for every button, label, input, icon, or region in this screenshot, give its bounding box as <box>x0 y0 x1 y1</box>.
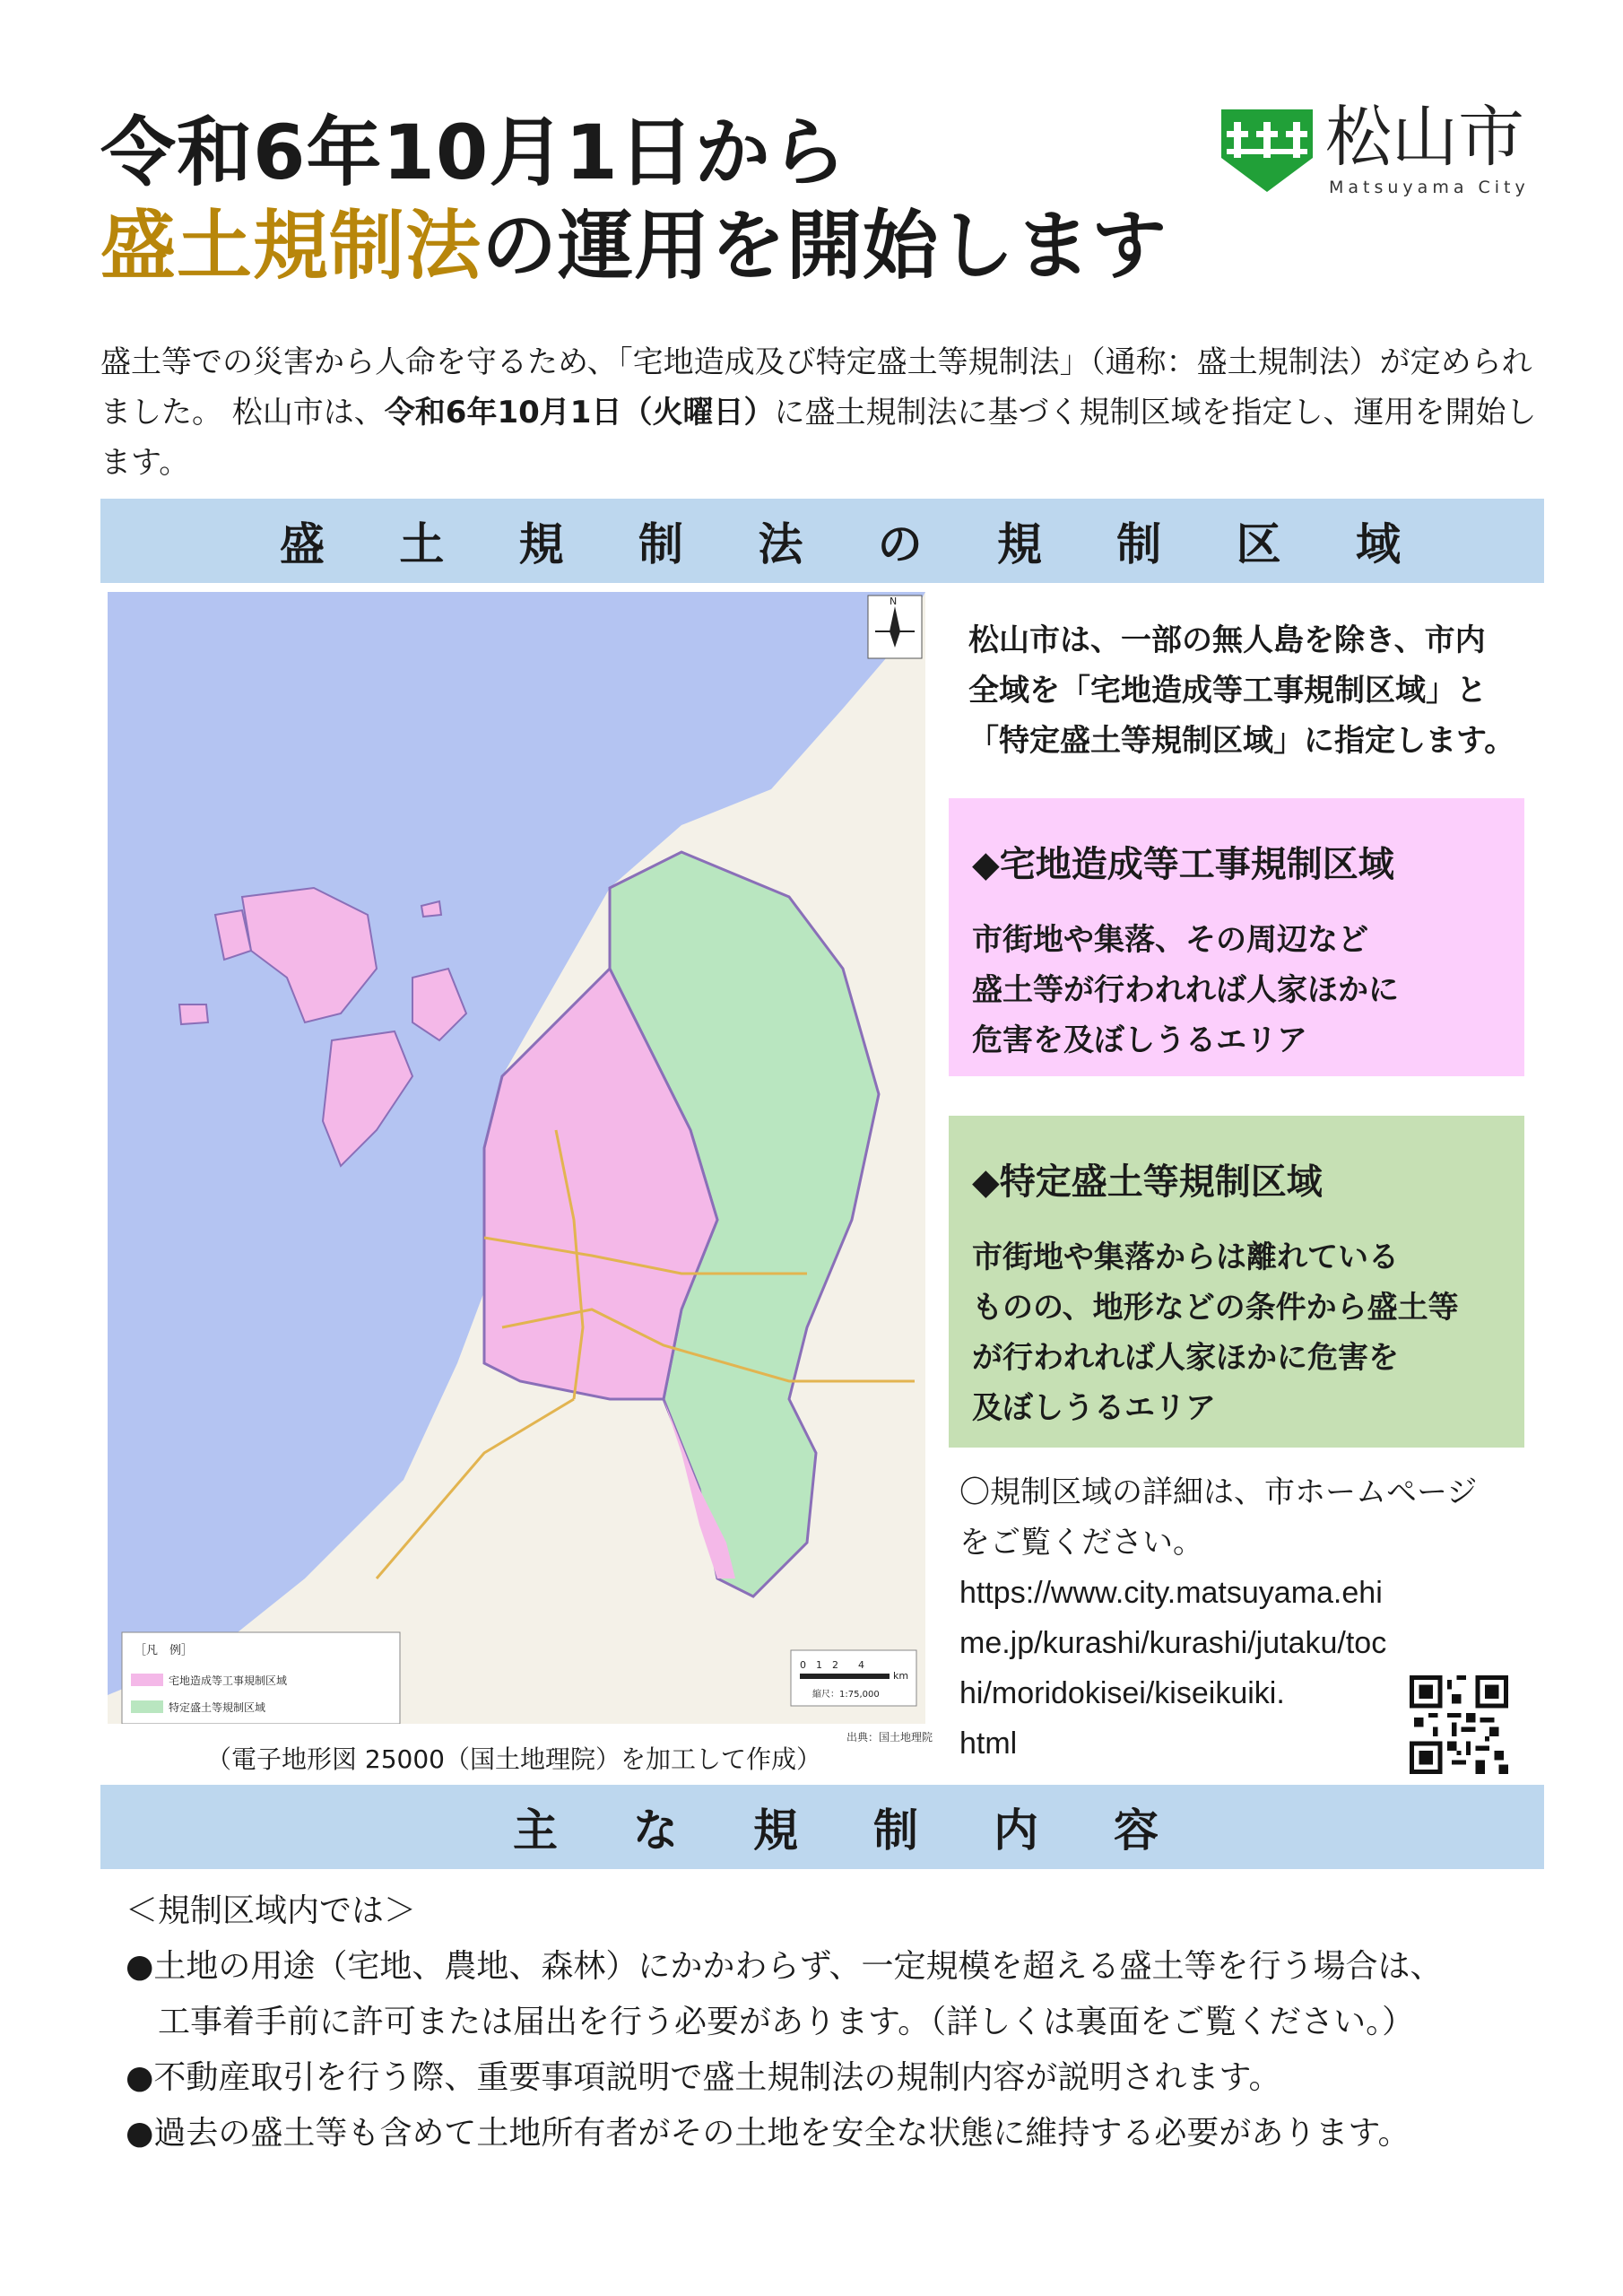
scale-unit: km <box>893 1670 909 1682</box>
specific-zone-title: ◆特定盛土等規制区域 <box>972 1161 1323 1203</box>
regulation-intro: ＜規制区域内では＞ <box>126 1892 417 1929</box>
legend-item-residential: 宅地造成等工事規制区域 <box>169 1674 288 1687</box>
intro-date: 令和6年10月1日（火曜日） <box>384 395 775 430</box>
url-line: me.jp/kurashi/kurashi/jutaku/toc <box>959 1626 1387 1660</box>
designation-line: 全域を「宅地造成等工事規制区域」と <box>968 673 1487 709</box>
specific-zone-description <box>972 1232 1510 1433</box>
intro-paragraph <box>100 337 1544 488</box>
regulation-item: ●不動産取引を行う際、重要事項説明で盛土規制法の規制内容が説明されます。 <box>126 2059 1281 2096</box>
matsuyama-city-emblem-icon <box>1218 102 1316 197</box>
qr-code-icon[interactable] <box>1410 1675 1508 1774</box>
residential-zone-description <box>972 915 1510 1065</box>
heading-char: の <box>877 518 923 570</box>
heading-char: 盛 <box>280 518 325 570</box>
heading-char: 規 <box>518 518 564 570</box>
heading-char: 制 <box>638 518 683 570</box>
url-line: hi/moridokisei/kiseikuiki. <box>959 1676 1285 1710</box>
intro-part1: 盛土等での災害から人命を守るため、「宅地造成及び特定盛土等規制法」（通称：盛土規制法）が定められました。 松山市は、 <box>100 344 1532 430</box>
title-highlight: 盛土規制法 <box>100 202 482 290</box>
heading-char: な <box>633 1805 678 1857</box>
page-title-line1: 令和6年10月1日から <box>100 109 847 196</box>
heading-char: 制 <box>1116 518 1162 570</box>
designation-line: 松山市は、一部の無人島を除き、市内 <box>968 622 1486 658</box>
description-line: 危害を及ぼしうるエリア <box>972 1022 1307 1058</box>
description-line: 市街地や集落からは離れている <box>972 1239 1399 1275</box>
scale-label: 0 1 2 4 <box>800 1659 864 1671</box>
details-line: をご覧ください。 <box>959 1525 1203 1561</box>
page-title-line2 <box>100 202 1168 290</box>
legend-title: ［凡 例］ <box>135 1644 194 1657</box>
description-line: が行われれば人家ほかに危害を <box>972 1340 1399 1376</box>
heading-char: 法 <box>758 518 803 570</box>
designation-text <box>968 615 1542 766</box>
heading-char: 制 <box>873 1805 918 1857</box>
section-heading-regulated-zones <box>100 499 1544 583</box>
description-line: 市街地や集落、その周辺など <box>972 922 1368 958</box>
logo-sub: Matsuyama City <box>1329 178 1530 197</box>
heading-char: 容 <box>1114 1805 1159 1857</box>
legend-item-specific: 特定盛土等規制区域 <box>169 1701 266 1714</box>
map-source: 出典：国土地理院 <box>846 1731 933 1744</box>
specific-zone-box <box>949 1116 1524 1448</box>
residential-zone-title: ◆宅地造成等工事規制区域 <box>972 844 1394 885</box>
island <box>179 1004 208 1024</box>
heading-char: 土 <box>399 518 445 570</box>
map-caption: （電子地形図 25000（国土地理院）を加工して作成） <box>206 1744 821 1774</box>
description-line: ものの、地形などの条件から盛土等 <box>972 1290 1459 1326</box>
regulated-zone-map <box>108 592 925 1724</box>
title-rest: の運用を開始します <box>482 202 1168 290</box>
regulation-list <box>126 1883 1578 2161</box>
details-text <box>959 1467 1533 1568</box>
description-line: 及ぼしうるエリア <box>972 1390 1216 1426</box>
heading-char: 主 <box>513 1805 558 1857</box>
logo-name: 松山市 <box>1325 99 1524 176</box>
intro-part2: に盛土規制法に基づく規制区域を指定し、運用を開始します。 <box>100 395 1537 481</box>
heading-char: 区 <box>1236 518 1281 570</box>
designation-line: 「特定盛土等規制区域」に指定します。 <box>968 723 1515 759</box>
heading-char: 内 <box>994 1805 1038 1857</box>
scale-ratio: 縮尺：1:75,000 <box>812 1690 880 1700</box>
regulation-item: ●土地の用途（宅地、農地、森林）にかかわらず、一定規模を超える盛土等を行う場合は、 <box>126 1948 1443 1985</box>
heading-char: 域 <box>1355 518 1401 570</box>
description-line: 盛土等が行われれば人家ほかに <box>972 972 1399 1008</box>
url-line: https://www.city.matsuyama.ehi <box>959 1576 1383 1610</box>
details-line: 〇規制区域の詳細は、市ホームページ <box>959 1474 1478 1510</box>
north-label: N <box>890 596 898 607</box>
section-heading-main-regulations <box>100 1785 1544 1869</box>
regulation-item: 工事着手前に許可または届出を行う必要があります。（詳しくは裏面をご覧ください。） <box>126 2004 1415 2040</box>
residential-zone-box <box>949 798 1524 1076</box>
url-line: html <box>959 1726 1018 1761</box>
heading-char: 規 <box>996 518 1042 570</box>
heading-char: 規 <box>753 1805 798 1857</box>
regulation-item: ●過去の盛土等も含めて土地所有者がその土地を安全な状態に維持する必要があります。 <box>126 2115 1410 2152</box>
